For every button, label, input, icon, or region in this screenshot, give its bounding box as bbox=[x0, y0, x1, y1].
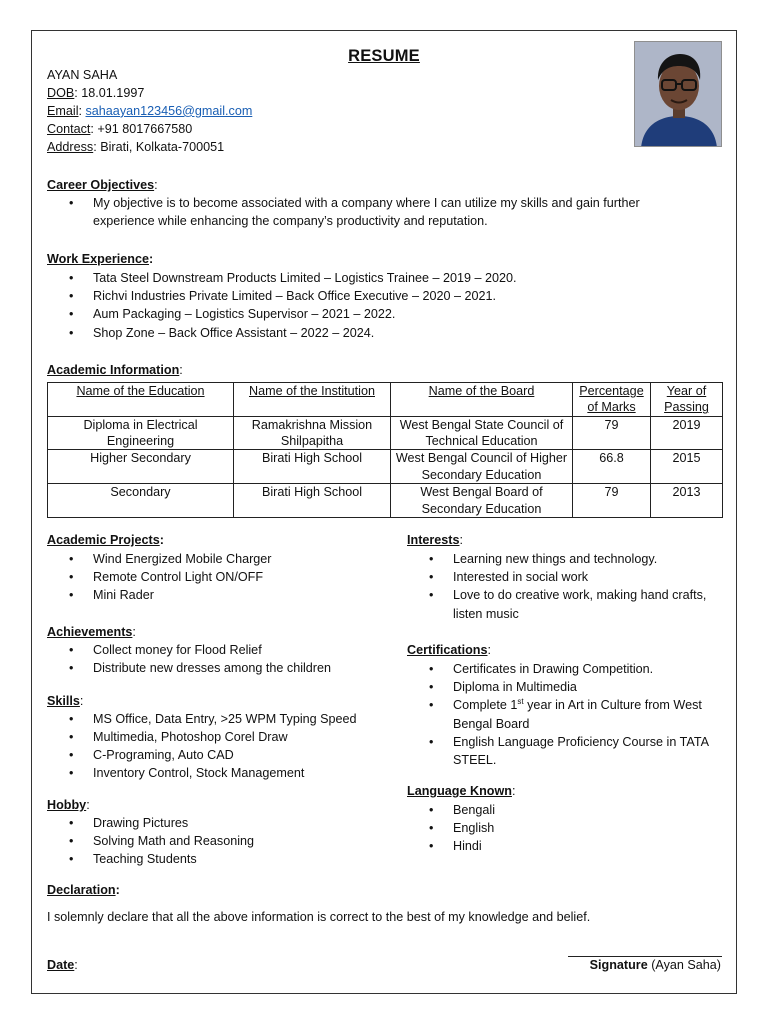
column-header: Percentage of Marks bbox=[573, 383, 651, 417]
table-cell: Higher Secondary bbox=[48, 450, 234, 484]
candidate-name: AYAN SAHA bbox=[47, 68, 118, 82]
list-item: • Aum Packaging – Logistics Supervisor – 2021 – 2022. bbox=[47, 305, 707, 323]
certifications-heading: Certifications: bbox=[407, 643, 491, 657]
achievements-section bbox=[47, 624, 397, 678]
email-link[interactable]: sahaayan123456@gmail.com bbox=[85, 103, 253, 118]
email-label: Email bbox=[47, 103, 79, 118]
work-heading: Work Experience: bbox=[47, 252, 154, 266]
table-cell: 79 bbox=[573, 484, 651, 518]
table-cell: Birati High School bbox=[234, 484, 391, 518]
table-cell: West Bengal Board of Secondary Education bbox=[391, 484, 573, 518]
table-row bbox=[48, 484, 723, 518]
table-cell: Ramakrishna Mission Shilpapitha bbox=[234, 416, 391, 450]
skills-section bbox=[47, 693, 397, 782]
list-item: • Shop Zone – Back Office Assistant – 2022 – 2024. bbox=[47, 324, 707, 342]
table-header-row bbox=[48, 383, 723, 417]
career-heading: Career Objectives: bbox=[47, 178, 158, 192]
list-item: • Diploma in Multimedia bbox=[407, 678, 722, 696]
personal-info bbox=[47, 67, 467, 156]
signature-field: Signature (Ayan Saha) bbox=[589, 958, 721, 972]
skills-heading: Skills: bbox=[47, 694, 84, 708]
academic-table bbox=[47, 382, 723, 518]
column-header: Name of the Institution bbox=[234, 383, 391, 417]
list-item: • English Language Proficiency Course in TATA STEEL. bbox=[407, 733, 722, 770]
list-item: • C-Programing, Auto CAD bbox=[47, 747, 397, 765]
dob-value: : 18.01.1997 bbox=[74, 85, 145, 100]
column-header: Name of the Board bbox=[391, 383, 573, 417]
list-item: • Distribute new dresses among the children bbox=[47, 660, 397, 678]
list-item: • Drawing Pictures bbox=[47, 815, 397, 833]
declaration-heading: Declaration: bbox=[47, 883, 120, 897]
list-item: • Remote Control Light ON/OFF bbox=[47, 568, 397, 586]
list-item: • MS Office, Data Entry, >25 WPM Typing Speed bbox=[47, 711, 397, 729]
person-photo-icon bbox=[635, 42, 722, 147]
contact-value: : +91 8017667580 bbox=[90, 121, 193, 136]
dob-label: DOB bbox=[47, 85, 75, 100]
list-item: • Complete 1st year in Art in Culture from West Bengal Board bbox=[407, 696, 722, 733]
list-item: • Teaching Students bbox=[47, 851, 397, 869]
interests-section bbox=[407, 532, 722, 623]
table-cell: West Bengal State Council of Technical Education bbox=[391, 416, 573, 450]
table-row bbox=[48, 450, 723, 484]
list-item: • Richvi Industries Private Limited – Back Office Executive – 2020 – 2021. bbox=[47, 287, 707, 305]
table-cell: Diploma in Electrical Engineering bbox=[48, 416, 234, 450]
address-label: Address bbox=[47, 139, 94, 154]
list-item: • Multimedia, Photoshop Corel Draw bbox=[47, 729, 397, 747]
list-item: • Inventory Control, Stock Management bbox=[47, 765, 397, 783]
list-item: • Certificates in Drawing Competition. bbox=[407, 660, 722, 678]
address-value: : Birati, Kolkata-700051 bbox=[93, 139, 225, 154]
table-cell: 2015 bbox=[651, 450, 723, 484]
languages-section bbox=[407, 783, 722, 856]
address-line bbox=[47, 139, 467, 157]
list-item: • Hindi bbox=[407, 837, 722, 855]
declaration-text: I solemnly declare that all the above information is correct to the best of my knowledge and belief. bbox=[47, 909, 591, 924]
academic-heading: Academic Information: bbox=[47, 363, 183, 377]
column-header: Name of the Education bbox=[48, 383, 234, 417]
table-cell: Birati High School bbox=[234, 450, 391, 484]
list-item: • Wind Energized Mobile Charger bbox=[47, 550, 397, 568]
list-item: • Solving Math and Reasoning bbox=[47, 833, 397, 851]
list-item: • Learning new things and technology. bbox=[407, 550, 722, 568]
profile-photo bbox=[634, 41, 722, 147]
date-field: Date: bbox=[47, 958, 78, 972]
table-cell: West Bengal Council of Higher Secondary Education bbox=[391, 450, 573, 484]
career-section bbox=[47, 177, 707, 231]
resume-page bbox=[31, 30, 737, 994]
list-item: • My objective is to become associated with a company where I can utilize my skills and gain further experience while enhancing the company’s productivity and reputation. bbox=[47, 195, 707, 231]
dob-line bbox=[47, 85, 467, 103]
contact-label: Contact bbox=[47, 121, 91, 136]
declaration-section bbox=[47, 882, 717, 927]
table-cell: 2013 bbox=[651, 484, 723, 518]
table-cell: 66.8 bbox=[573, 450, 651, 484]
achievements-heading: Achievements: bbox=[47, 625, 136, 639]
table-cell: 79 bbox=[573, 416, 651, 450]
projects-section bbox=[47, 532, 397, 605]
list-item: • Collect money for Flood Relief bbox=[47, 642, 397, 660]
table-cell: Secondary bbox=[48, 484, 234, 518]
list-item: • Tata Steel Downstream Products Limited – Logistics Trainee – 2019 – 2020. bbox=[47, 269, 707, 287]
contact-line bbox=[47, 121, 467, 139]
list-item: • Bengali bbox=[407, 801, 722, 819]
list-item: • English bbox=[407, 819, 722, 837]
email-separator: : bbox=[78, 103, 86, 118]
interests-heading: Interests: bbox=[407, 533, 463, 547]
list-item: • Love to do creative work, making hand crafts, listen music bbox=[407, 586, 722, 623]
hobby-section bbox=[47, 797, 397, 869]
table-cell: 2019 bbox=[651, 416, 723, 450]
projects-heading: Academic Projects: bbox=[47, 533, 164, 547]
list-item: • Interested in social work bbox=[407, 568, 722, 586]
certifications-section bbox=[407, 642, 722, 770]
table-row bbox=[48, 416, 723, 450]
hobby-heading: Hobby: bbox=[47, 798, 90, 812]
list-item: • Mini Rader bbox=[47, 586, 397, 604]
languages-heading: Language Known: bbox=[407, 784, 516, 798]
work-section bbox=[47, 251, 707, 342]
email-line bbox=[47, 103, 467, 121]
resume-title: RESUME bbox=[348, 47, 420, 65]
column-header: Year of Passing bbox=[651, 383, 723, 417]
